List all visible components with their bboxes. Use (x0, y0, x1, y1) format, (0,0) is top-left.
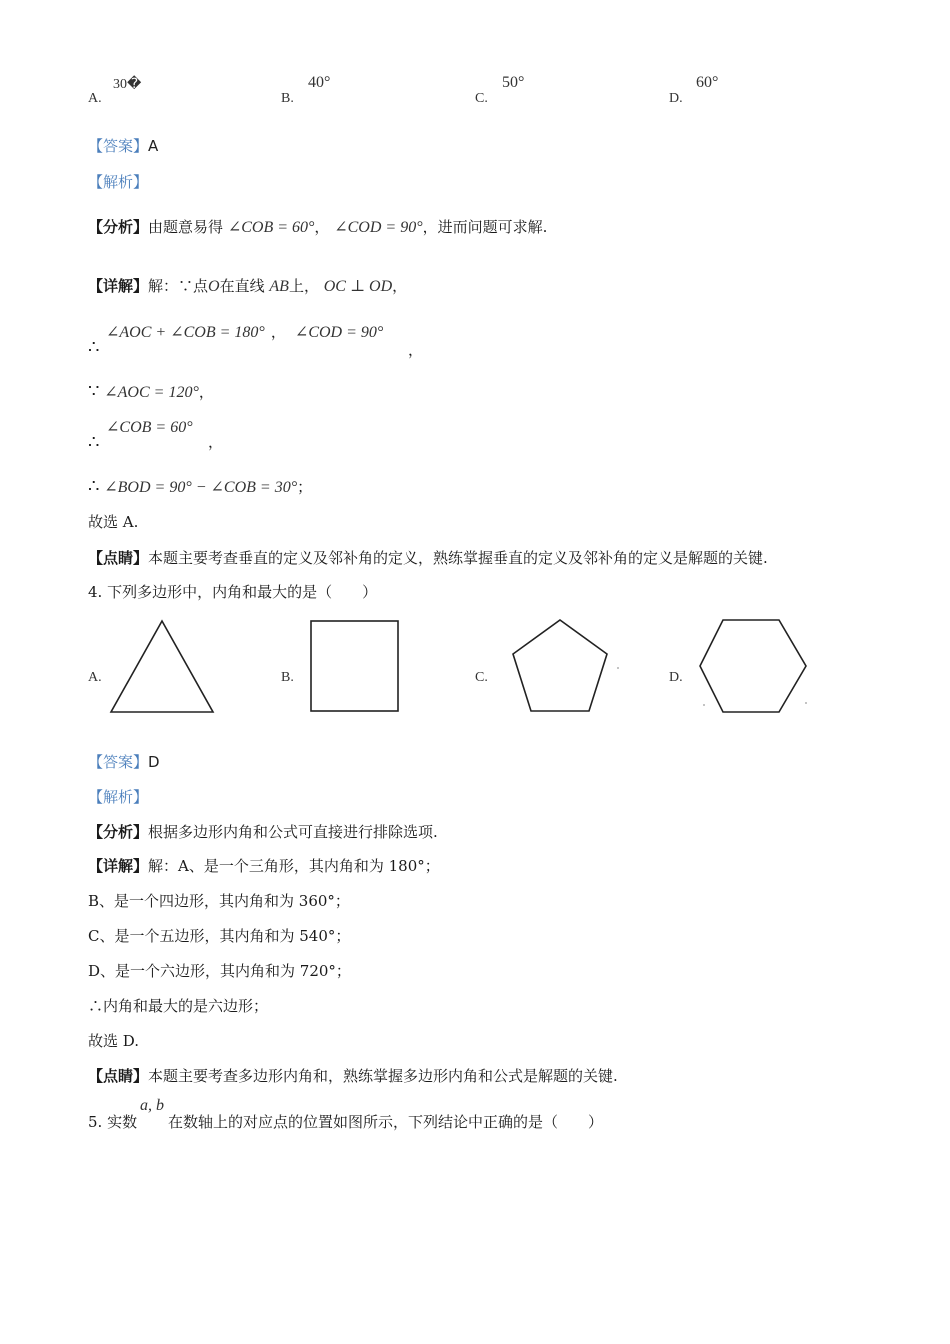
answer-tag: 【答案】 (88, 137, 149, 155)
triangle-shape (111, 621, 213, 712)
fenxi-post: ，进而问题可求解. (422, 218, 548, 236)
option-d-value: 60° (696, 74, 719, 91)
q5-vars: a, b (140, 1097, 164, 1114)
comment-tag: 【点睛】 (88, 549, 149, 567)
line-ab: AB (269, 278, 289, 295)
q4-conclusion: ∴内角和最大的是六边形； (88, 997, 269, 1015)
q4-comment (88, 1066, 618, 1086)
comment-text: 本题主要考查垂直的定义及邻补角的定义，熟练掌握垂直的定义及邻补角的定义是解题的关键. (148, 549, 768, 567)
option-c-label: C. (475, 91, 488, 106)
detail-tag: 【详解】 (88, 857, 149, 875)
step2-end: ， (198, 383, 214, 401)
point-o: O (208, 278, 220, 295)
q4-option-d: D. (669, 670, 683, 685)
fenxi-tag: 【分析】 (88, 218, 149, 236)
answer-tag: 【答案】 (88, 753, 149, 771)
step1-m2: ∠COD = 90° (294, 324, 384, 341)
therefore-symbol: ∴ (88, 337, 100, 358)
fenxi-pre: 由题意易得 (148, 218, 224, 236)
step3-math: ∠COB = 60° (106, 419, 193, 436)
detail-mid: 在直线 (219, 277, 265, 295)
q4-answer-row (88, 752, 160, 772)
option-d-label: D. (669, 91, 683, 106)
step1-comma: ， (270, 323, 286, 341)
step2-math: ∠AOC = 120° (104, 384, 199, 401)
step4-math: ∠BOD = 90° − ∠COB = 30° (104, 479, 298, 496)
fenxi-sep: ， (314, 218, 330, 236)
hexagon-shape (700, 620, 806, 712)
q4-option-b: B. (281, 670, 294, 685)
detail-pre: 解：∵点 (148, 277, 209, 295)
square-shape (311, 621, 398, 711)
q4-fenxi (88, 822, 438, 842)
therefore-symbol-3: ∴ (88, 476, 100, 497)
fenxi-math-2: ∠COD = 90° (334, 219, 423, 236)
analysis-tag: 【解析】 (88, 788, 149, 806)
detail-end: ， (392, 277, 408, 295)
q3-choose: 故选 A. (88, 513, 139, 531)
detail-mid2: 上， (288, 277, 319, 295)
option-a-value: 30� (113, 77, 142, 92)
q4-option-a: A. (88, 670, 102, 685)
q4-analysis-tag (88, 787, 148, 807)
stray-dot (805, 702, 807, 704)
because-symbol: ∵ (88, 381, 100, 402)
q5-suffix: 在数轴上的对应点的位置如图所示，下列结论中正确的是（ ） (168, 1113, 604, 1131)
option-b-label: B. (281, 91, 294, 106)
q4-detail-d: D、是一个六边形，其内角和为 720°； (88, 962, 351, 980)
q4-choose: 故选 D. (88, 1032, 140, 1050)
pentagon-shape (513, 620, 607, 711)
analysis-tag: 【解析】 (88, 173, 149, 191)
fenxi-tag: 【分析】 (88, 823, 149, 841)
fenxi-math-1: ∠COB = 60° (227, 219, 315, 236)
q4-detail-c: C、是一个五边形，其内角和为 540°； (88, 927, 351, 945)
comment-tag: 【点睛】 (88, 1067, 149, 1085)
q4-option-c: C. (475, 670, 488, 685)
stray-dot (703, 704, 705, 706)
option-b-value: 40° (308, 74, 331, 91)
q4-detail-b: B、是一个四边形，其内角和为 360°； (88, 892, 350, 910)
step1-end: ， (408, 341, 424, 359)
q4-question: 4. 下列多边形中，内角和最大的是（ ） (88, 583, 378, 601)
therefore-symbol-2: ∴ (88, 432, 100, 453)
fenxi-text: 根据多边形内角和公式可直接进行排除选项. (148, 823, 438, 841)
option-c-value: 50° (502, 74, 525, 91)
q5-prefix: 5. 实数 (88, 1113, 138, 1131)
step1-m1: ∠AOC + ∠COB = 180° (106, 324, 265, 341)
detail-tag: 【详解】 (88, 277, 149, 295)
comment-text: 本题主要考查多边形内角和，熟练掌握多边形内角和公式是解题的关键. (148, 1067, 618, 1085)
stray-dot (617, 667, 619, 669)
detail-a: 解：A、是一个三角形，其内角和为 180°； (148, 857, 440, 875)
step4-end: ； (297, 478, 313, 496)
answer-value: A (148, 137, 159, 155)
q4-detail (88, 856, 440, 876)
step3-end: ， (208, 433, 224, 451)
perp-statement: OC ⊥ OD (323, 278, 393, 295)
option-a-label: A. (88, 91, 102, 106)
answer-value: D (148, 753, 160, 771)
